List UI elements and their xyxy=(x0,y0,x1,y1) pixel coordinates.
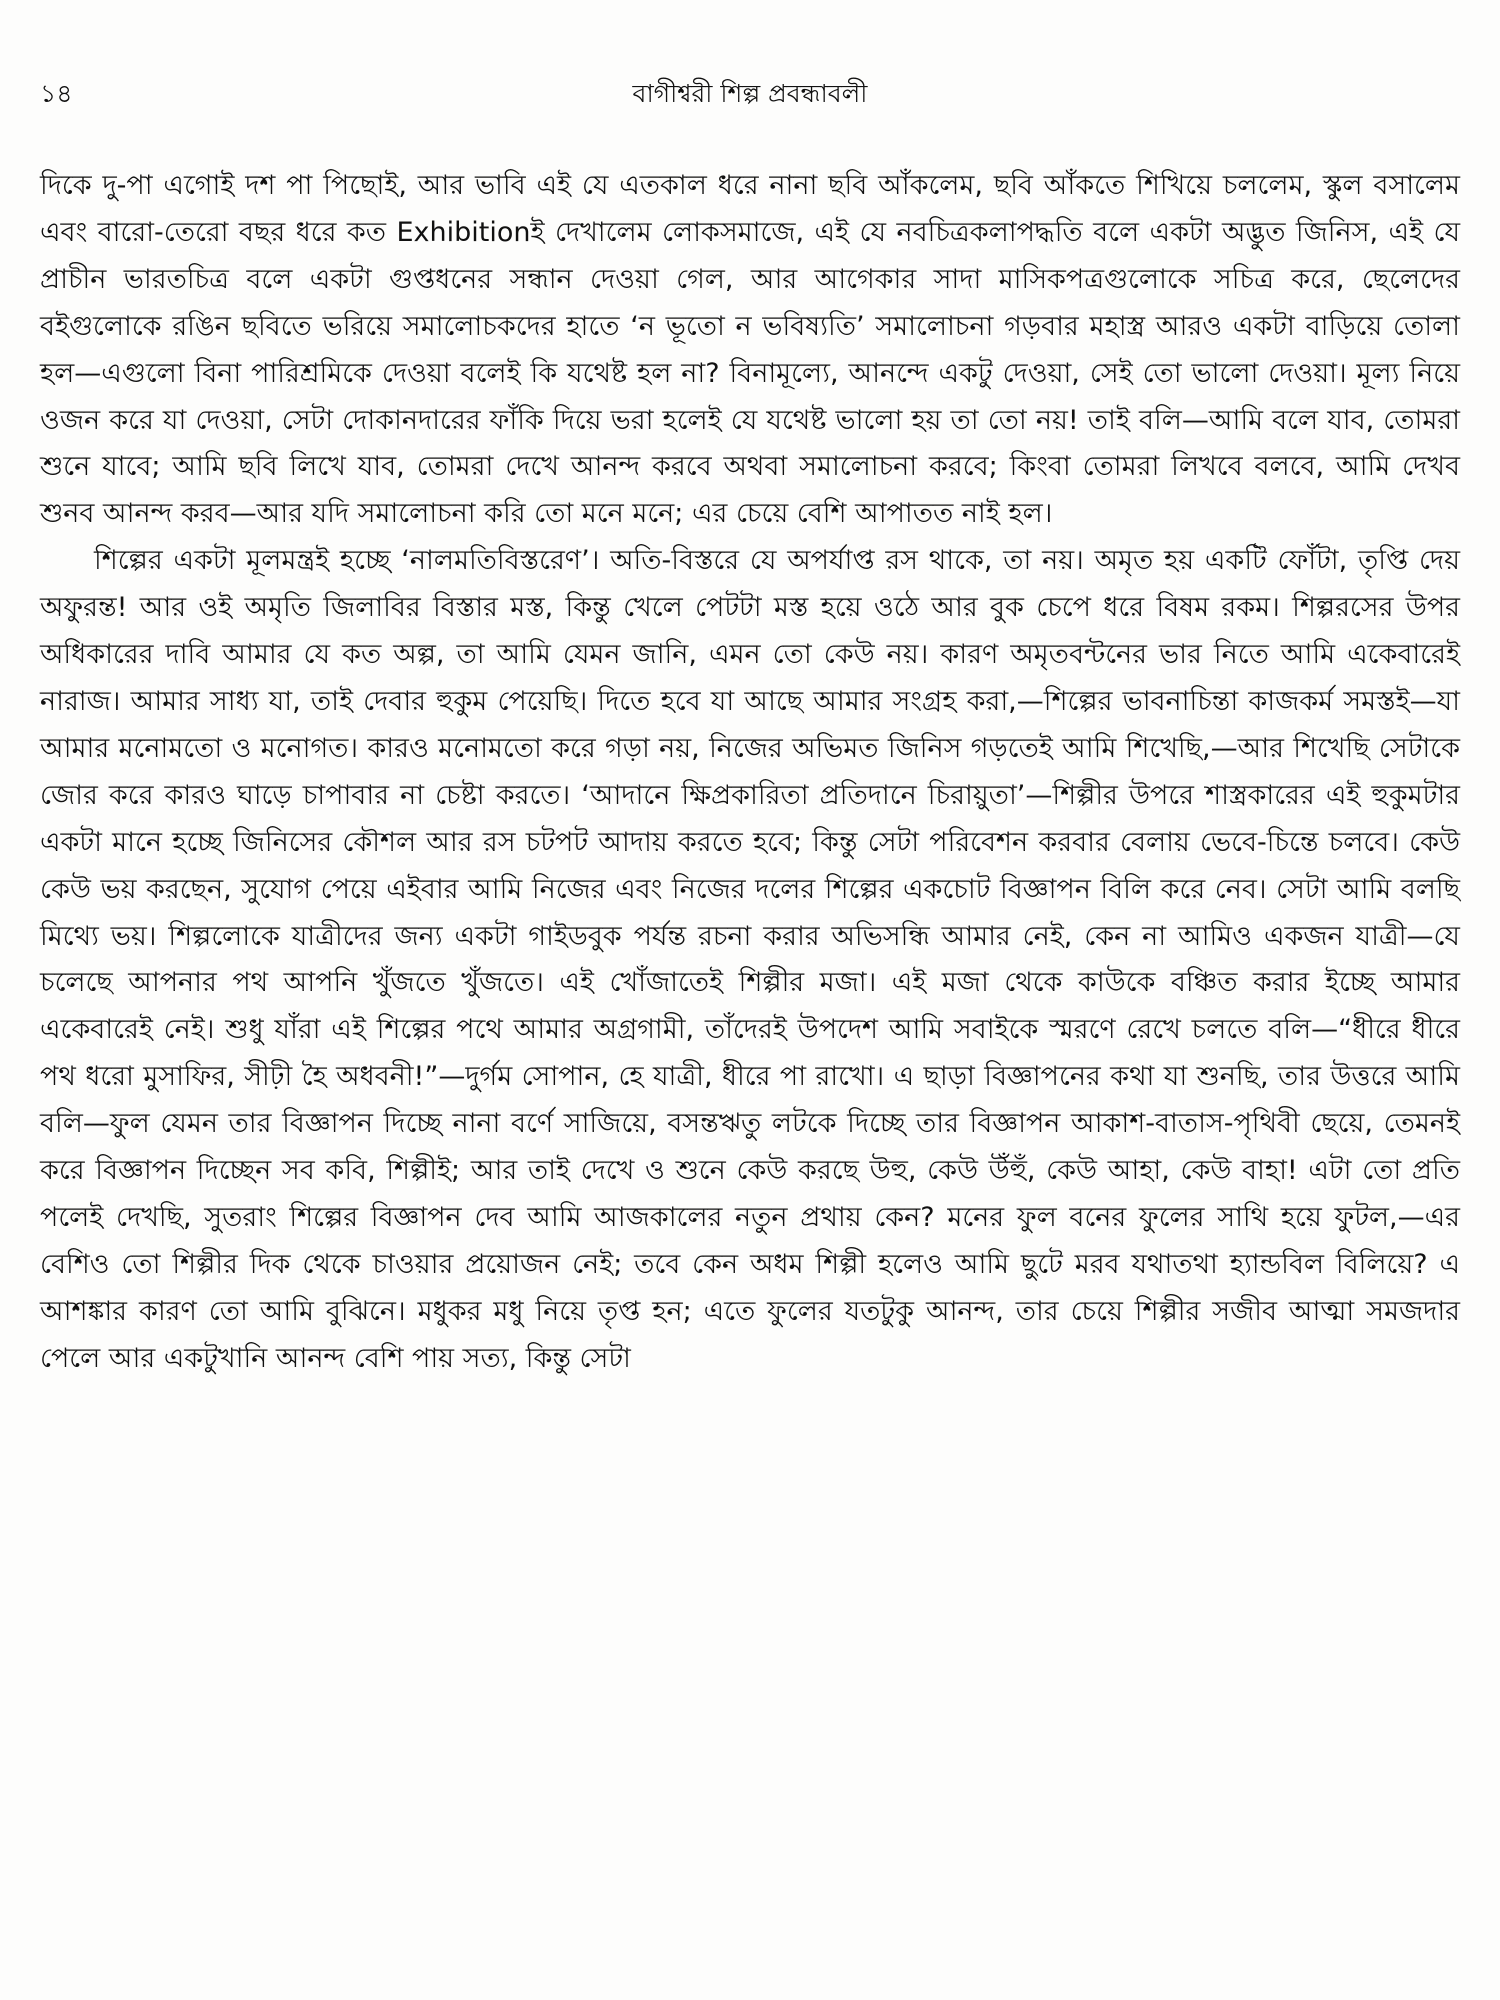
body-text xyxy=(40,163,1460,1383)
paragraph-continuation: দিকে দু-পা এগোই দশ পা পিছোই, আর ভাবি এই যে এতকাল ধরে নানা ছবি আঁকলেম, ছবি আঁকতে শিখিয়ে চললেম, স্কুল বসালেম এবং বারো-তেরো বছর ধরে কত Exhibitionই দেখালেম লোকসমাজে, এই যে নবচিত্রকলাপদ্ধতি বলে একটা অদ্ভুত জিনিস, এই যে প্রাচীন ভারতচিত্র বলে একটা গুপ্তধনের সন্ধান দেওয়া গেল, আর আগেকার সাদা মাসিকপত্রগুলোকে সচিত্র করে, ছেলেদের বইগুলোকে রঙিন ছবিতে ভরিয়ে সমালোচকদের হাতে ‘ন ভূতো ন ভবিষ্যতি’ সমালোচনা গড়বার মহাস্ত্র আরও একটা বাড়িয়ে তোলা হল—এগুলো বিনা পারিশ্রমিকে দেওয়া বলেই কি যথেষ্ট হল না? বিনামূল্যে, আনন্দে একটু দেওয়া, সেই তো ভালো দেওয়া। মূল্য নিয়ে ওজন করে যা দেওয়া, সেটা দোকানদারের ফাঁকি দিয়ে ভরা হলেই যে যথেষ্ট ভালো হয় তা তো নয়! তাই বলি—আমি বলে যাব, তোমরা শুনে যাবে; আমি ছবি লিখে যাব, তোমরা দেখে আনন্দ করবে অথবা সমালোচনা করবে; কিংবা তোমরা লিখবে বলবে, আমি দেখব শুনব আনন্দ করব—আর যদি সমালোচনা করি তো মনে মনে; এর চেয়ে বেশি আপাতত নাই হল। xyxy=(40,170,1460,530)
paragraph-shilper-mulmantra: শিল্পের একটা মূলমন্ত্রই হচ্ছে ‘নালমতিবিস্তরেণ’। অতি-বিস্তরে যে অপর্যাপ্ত রস থাকে, তা নয়। অমৃত হয় একটি ফোঁটা, তৃপ্তি দেয় অফুরন্ত! আর ওই অমৃতি জিলাবির বিস্তার মস্ত, কিন্তু খেলে পেটটা মস্ত হয়ে ওঠে আর বুক চেপে ধরে বিষম রকম। শিল্পরসের উপর অধিকারের দাবি আমার যে কত অল্প, তা আমি যেমন জানি, এমন তো কেউ নয়। কারণ অমৃতবন্টনের ভার নিতে আমি একেবারেই নারাজ। আমার সাধ্য যা, তাই দেবার হুকুম পেয়েছি। দিতে হবে যা আছে আমার সংগ্রহ করা,—শিল্পের ভাবনাচিন্তা কাজকর্ম সমস্তই—যা আমার মনোমতো ও মনোগত। কারও মনোমতো করে গড়া নয়, নিজের অভিমত জিনিস গড়তেই আমি শিখেছি,—আর শিখেছি সেটাকে জোর করে কারও ঘাড়ে চাপাবার না চেষ্টা করতে। ‘আদানে ক্ষিপ্রকারিতা প্রতিদানে চিরায়ুতা’—শিল্পীর উপরে শাস্ত্রকারের এই হুকুমটার একটা মানে হচ্ছে জিনিসের কৌশল আর রস চটপট আদায় করতে হবে; কিন্তু সেটা পরিবেশন করবার বেলায় ভেবে-চিন্তে চলবে। কেউ কেউ ভয় করছেন, সুযোগ পেয়ে এইবার আমি নিজের এবং নিজের দলের শিল্পের একচোট বিজ্ঞাপন বিলি করে নেব। সেটা আমি বলছি মিথ্যে ভয়। শিল্পলোকে যাত্রীদের জন্য একটা গাইডবুক পর্যন্ত রচনা করার অভিসন্ধি আমার নেই, কেন না আমিও একজন যাত্রী—যে চলেছে আপনার পথ আপনি খুঁজতে খুঁজতে। এই খোঁজাতেই শিল্পীর মজা। এই মজা থেকে কাউকে বঞ্চিত করার ইচ্ছে আমার একেবারেই নেই। শুধু যাঁরা এই শিল্পের পথে আমার অগ্রগামী, তাঁদেরই উপদেশ আমি সবাইকে স্মরণে রেখে চলতে বলি—“ধীরে ধীরে পথ ধরো মুসাফির, সীঢ়ী হৈ অধবনী!”—দুর্গম সোপান, হে যাত্রী, ধীরে পা রাখো। এ ছাড়া বিজ্ঞাপনের কথা যা শুনছি, তার উত্তরে আমি বলি—ফুল যেমন তার বিজ্ঞাপন দিচ্ছে নানা বর্ণে সাজিয়ে, বসন্তঋতু লটকে দিচ্ছে তার বিজ্ঞাপন আকাশ-বাতাস-পৃথিবী ছেয়ে, তেমনই করে বিজ্ঞাপন দিচ্ছেন সব কবি, শিল্পীই; আর তাই দেখে ও শুনে কেউ করছে উহু, কেউ উঁহুঁ, কেউ আহা, কেউ বাহা! এটা তো প্রতি পলেই দেখছি, সুতরাং শিল্পের বিজ্ঞাপন দেব আমি আজকালের নতুন প্রথায় কেন? মনের ফুল বনের ফুলের সাথি হয়ে ফুটল,—এর বেশিও তো শিল্পীর দিক থেকে চাওয়ার প্রয়োজন নেই; তবে কেন অধম শিল্পী হলেও আমি ছুটে মরব যথাতথা হ্যান্ডবিল বিলিয়ে? এ আশঙ্কার কারণ তো আমি বুঝিনে। মধুকর মধু নিয়ে তৃপ্ত হন; এতে ফুলের যতটুকু আনন্দ, তার চেয়ে শিল্পীর সজীব আত্মা সমজদার পেলে আর একটুখানি আনন্দ বেশি পায় সত্য, কিন্তু সেটা xyxy=(40,545,1460,1374)
book-title: বাগীশ্বরী শিল্প প্রবন্ধাবলী xyxy=(632,79,868,108)
page-number: ১৪ xyxy=(40,79,73,108)
running-header xyxy=(40,74,1460,114)
